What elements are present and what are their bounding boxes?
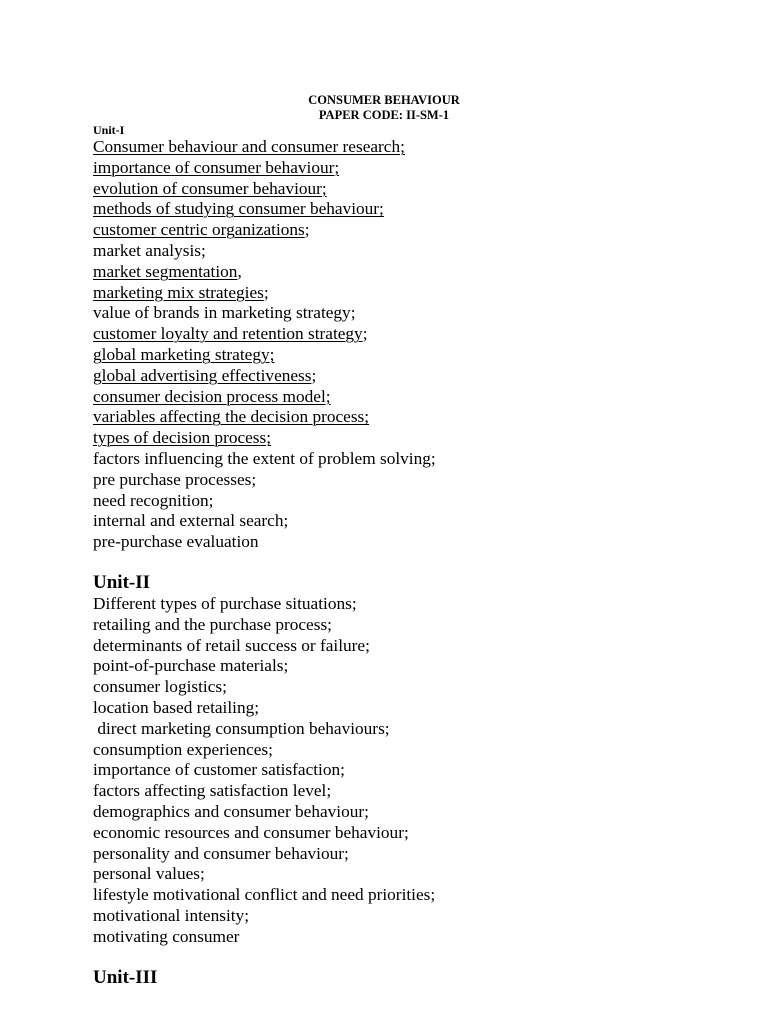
unit-1-topic (93, 345, 436, 366)
unit-2-topic: motivational intensity; (93, 905, 249, 925)
unit-1-topic (93, 428, 436, 449)
unit-1-topic (93, 407, 436, 428)
plain-text: pre-purchase evaluation (93, 532, 259, 552)
underlined-text: global marketing strategy; (93, 344, 275, 364)
underlined-text: methods of studying consumer behaviour; (93, 199, 384, 219)
document-title: CONSUMER BEHAVIOUR (308, 93, 460, 107)
plain-text: value of brands in marketing strategy; (93, 303, 356, 323)
unit-1-topic (93, 511, 436, 532)
unit-2-topic: motivating consumer (93, 926, 240, 946)
unit-1-topic (93, 449, 436, 470)
unit-2-topic: retailing and the purchase process; (93, 614, 332, 634)
underlined-text: customer centric organizations (93, 220, 305, 240)
unit-2-topic-list (93, 594, 435, 948)
unit-2-topic: importance of customer satisfaction; (93, 760, 345, 780)
unit-1-topic (93, 532, 436, 553)
plain-text: ; (263, 282, 269, 302)
unit-2-topic: consumer logistics; (93, 677, 227, 697)
underlined-text: global advertising effectiveness (93, 365, 312, 385)
underlined-text: importance of consumer behaviour; (93, 157, 340, 177)
plain-text: pre purchase processes; (93, 469, 257, 489)
unit-1-heading: Unit-I (93, 123, 125, 137)
unit-1-topic (93, 491, 436, 512)
unit-2-topic: Different types of purchase situations; (93, 594, 357, 613)
unit-1-topic (93, 158, 436, 179)
underlined-text: variables affecting the decision process; (93, 407, 370, 427)
unit-1-topic (93, 199, 436, 220)
unit-2-topic: factors affecting satisfaction level; (93, 781, 332, 801)
unit-1-topic (93, 262, 436, 283)
plain-text: need recognition; (93, 490, 214, 510)
unit-2-topic: determinants of retail success or failure; (93, 635, 370, 655)
unit-1-topic (93, 366, 436, 387)
underlined-text: customer loyalty and retention strategy (93, 324, 363, 344)
unit-1-topic (93, 283, 436, 304)
unit-1-topic (93, 179, 436, 200)
plain-text: ; (311, 365, 317, 385)
unit-1-topic (93, 137, 436, 158)
unit-2-topic: lifestyle motivational conflict and need priorities; (93, 885, 436, 905)
underlined-text: marketing mix strategies (93, 282, 264, 302)
unit-1-topic (93, 470, 436, 491)
underlined-text: types of decision process; (93, 428, 272, 448)
unit-1-topic (93, 324, 436, 345)
unit-1-topic (93, 241, 436, 262)
unit-3-heading: Unit-III (93, 967, 158, 988)
unit-2-topic: point-of-purchase materials; (93, 656, 289, 676)
unit-1-topic (93, 303, 436, 324)
unit-2-topic: personality and consumer behaviour; (93, 843, 349, 863)
plain-text: market analysis; (93, 240, 206, 260)
unit-2-topic: location based retailing; (93, 697, 260, 717)
underlined-text: Consumer behaviour and consumer research; (93, 137, 405, 156)
paper-code: PAPER CODE: II-SM-1 (318, 108, 450, 122)
plain-text: factors influencing the extent of problem solving; (93, 448, 436, 468)
unit-2-topic: direct marketing consumption behaviours; (93, 718, 390, 738)
plain-text: ; (304, 220, 310, 240)
unit-1-topic (93, 220, 436, 241)
underlined-text: market segmentation (93, 261, 238, 281)
unit-2-topic: personal values; (93, 864, 205, 884)
unit-2-heading: Unit-II (93, 572, 151, 593)
unit-1-topic (93, 387, 436, 408)
underlined-text: consumer decision process model; (93, 386, 331, 406)
unit-2-topic: demographics and consumer behaviour; (93, 801, 369, 821)
plain-text: internal and external search; (93, 511, 289, 531)
underlined-text: evolution of consumer behaviour; (93, 178, 327, 198)
unit-1-topic-list (93, 137, 436, 553)
plain-text: ; (362, 324, 368, 344)
unit-2-topic: economic resources and consumer behaviour; (93, 822, 409, 842)
plain-text: , (237, 261, 242, 281)
unit-2-topic: consumption experiences; (93, 739, 273, 759)
